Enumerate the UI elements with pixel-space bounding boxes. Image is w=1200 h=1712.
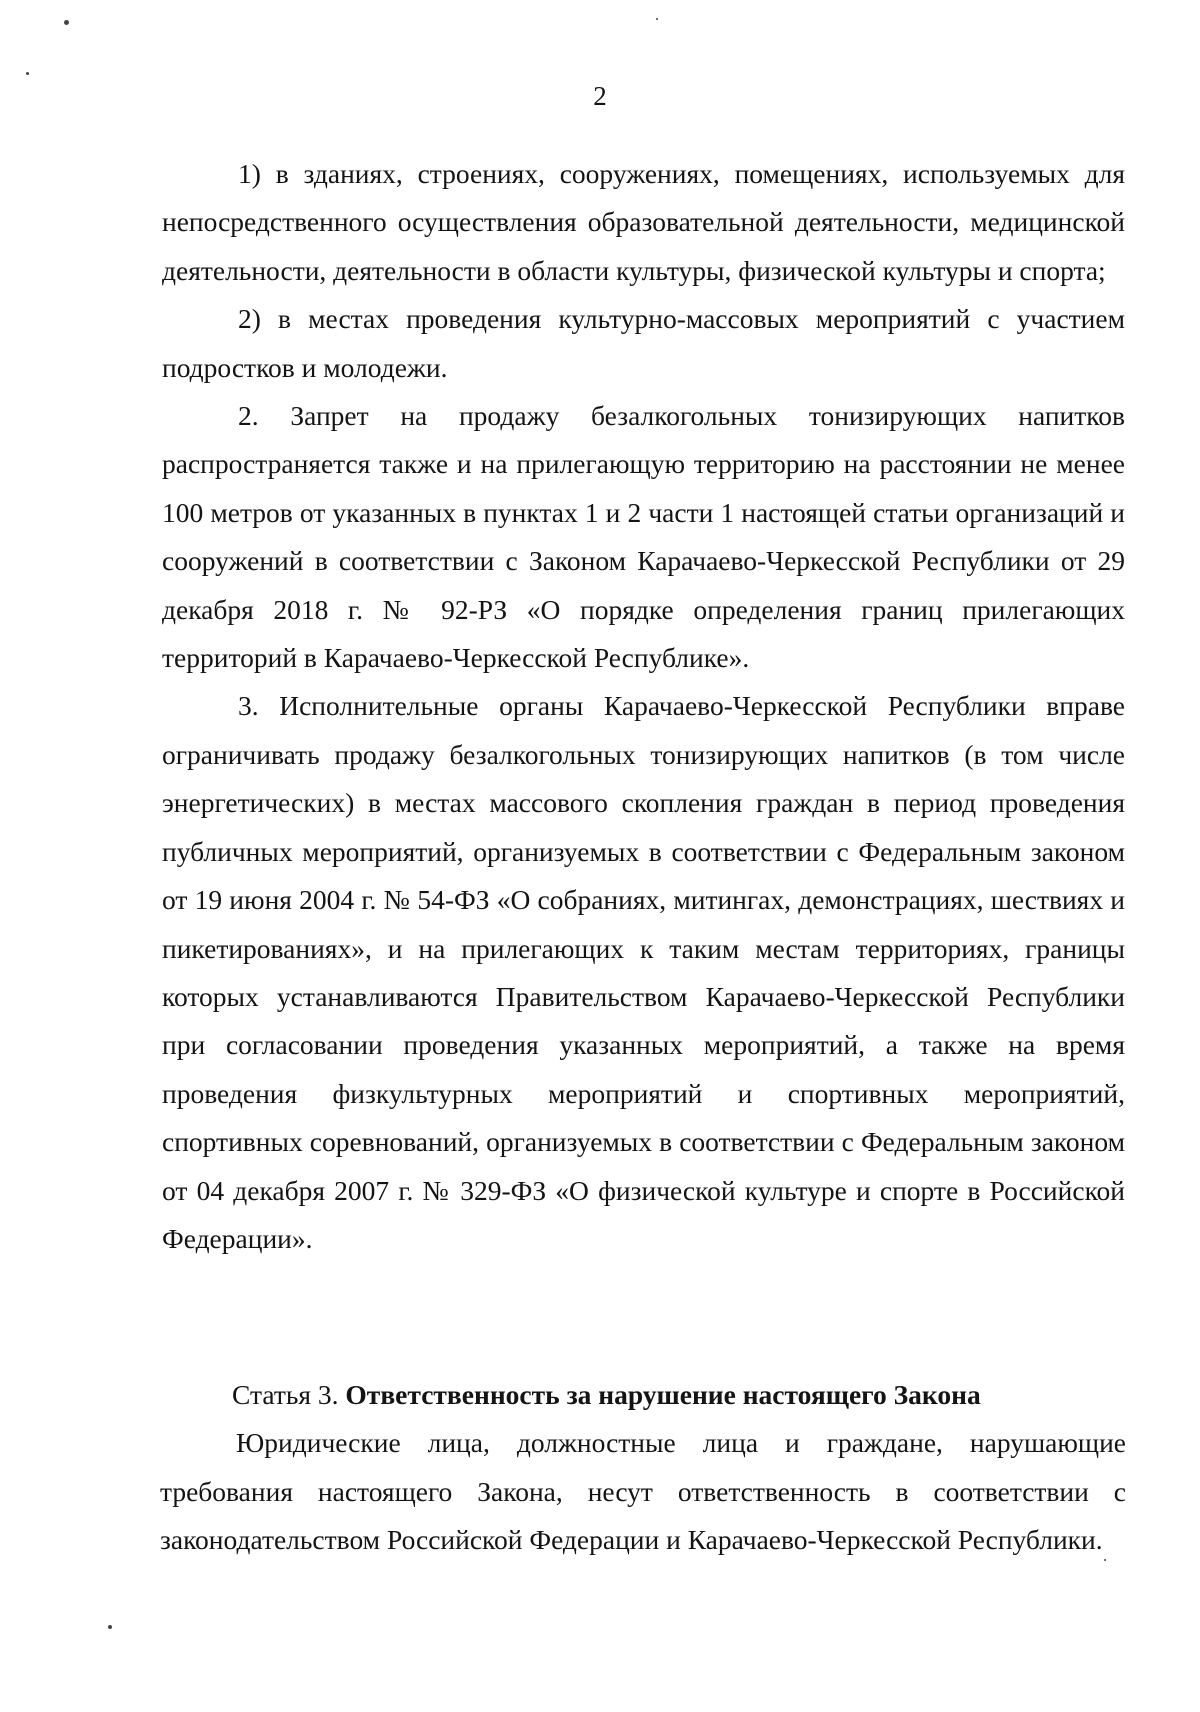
page-number: 2 <box>593 81 607 111</box>
paragraph-item-1: 1) в зданиях, строениях, сооружениях, помещениях, используемых для непосредственного осуществления образовательной деятельности, медицинской деятельности, деятельности в области культуры, физической культуры и спорта; <box>162 158 1125 286</box>
paragraph-part-3: 3. Исполнительные органы Карачаево-Черкесской Республики вправе ограничивать продажу безалкогольных тонизирующих напитков (в том числе энергетических) в местах массового скопления граждан в период проведения публичных мероприятий, организуемых в соответствии с Федеральным законом от 19 июня 2004 г. № 54-ФЗ «О собраниях, митингах, демонстрациях, шествиях и пикетированиях», и на прилегающих к таким местам территориях, границы которых устанавливаются Правительством Карачаево-Черкесской Республики при согласовании проведения указанных мероприятий, а также на время проведения физкультурных мероприятий и спортивных мероприятий, спортивных соревнований, организуемых в соответствии с Федеральным законом от 04 декабря 2007 г. № 329-ФЗ «О физической культуре и спорте в Российской Федерации». <box>162 690 1125 1254</box>
article-section <box>160 1371 1126 1565</box>
scan-speck <box>656 18 658 20</box>
scan-speck <box>108 1625 112 1629</box>
scan-speck <box>64 20 69 25</box>
scan-speck <box>26 72 29 75</box>
document-body <box>162 150 1125 1263</box>
paragraph-part-2: 2. Запрет на продажу безалкогольных тонизирующих напитков распространяется также и на прилегающую территорию на расстоянии не менее 100 метров от указанных в пунктах 1 и 2 части 1 настоящей статьи организаций и сооружений в соответствии с Законом Карачаево-Черкесской Республики от 29 декабря 2018 г. № 92-РЗ «О порядке определения границ прилегающих территорий в Карачаево-Черкесской Республике». <box>162 400 1125 674</box>
article-prefix: Статья 3. <box>232 1379 346 1410</box>
article-text: Юридические лица, должностные лица и граждане, нарушающие требования настоящего Закона, несут ответственность в соответствии с законодательством Российской Федерации и Карачаево-Черкесской Республики. <box>160 1427 1126 1556</box>
article-heading <box>160 1371 1126 1419</box>
article-title: Ответственность за нарушение настоящего Закона <box>345 1379 981 1410</box>
paragraph-item-2: 2) в местах проведения культурно-массовых мероприятий с участием подростков и молодежи. <box>162 303 1125 383</box>
scan-speck <box>1104 1559 1106 1561</box>
